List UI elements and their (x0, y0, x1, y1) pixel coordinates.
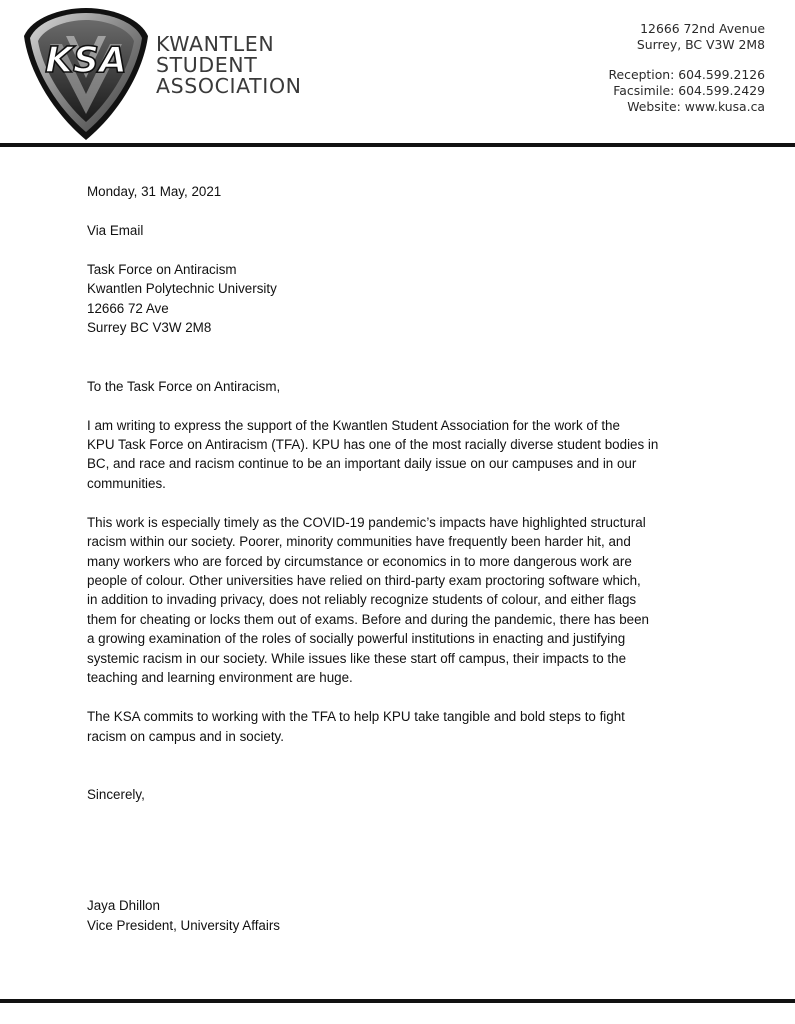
letter-body (87, 182, 712, 935)
paragraph-1 (87, 416, 712, 494)
paragraph-line: The KSA commits to working with the TFA to help KPU take tangible and bold steps to fight (87, 709, 625, 725)
paragraph-line: teaching and learning environment are huge. (87, 670, 353, 686)
ksa-logo (20, 6, 152, 142)
signer-name: Jaya Dhillon (87, 898, 160, 914)
delivery-method: Via Email (87, 223, 144, 238)
recipient-line: Task Force on Antiracism (87, 262, 237, 277)
paragraph-line: This work is especially timely as the COVID-19 pandemic’s impacts have highlighted structural (87, 514, 646, 530)
paragraph-line: in addition to invading privacy, does not reliably recognize students of colour, and either flags (87, 592, 637, 608)
org-name-line: STUDENT (156, 53, 258, 77)
paragraph-line: systemic racism in our society. While issues like these start off campus, their impacts to the (87, 650, 627, 666)
website: Website: www.kusa.ca (627, 99, 765, 114)
paragraph-line: racism within our society. Poorer, minority communities have frequently been harder hit, and (87, 534, 631, 550)
signer-title: Vice President, University Affairs (87, 917, 281, 933)
org-name-line: ASSOCIATION (156, 74, 302, 98)
org-name-line: KWANTLEN (156, 32, 275, 56)
paragraph-line: communities. (87, 475, 166, 491)
closing: Sincerely, (87, 786, 145, 802)
organization-name (156, 34, 302, 97)
paragraph-line: racism on campus and in society. (87, 728, 284, 744)
footer-divider (0, 999, 795, 1003)
recipient-address (87, 260, 712, 338)
salutation: To the Task Force on Antiracism, (87, 378, 281, 394)
address-line: Surrey, BC V3W 2M8 (636, 37, 765, 52)
recipient-line: Kwantlen Polytechnic University (87, 281, 277, 297)
paragraph-line: them for cheating or locks them out of exams. Before and during the pandemic, there has been (87, 611, 649, 627)
paragraph-line: BC, and race and racism continue to be an important daily issue on our campuses and in our (87, 456, 637, 472)
paragraph-line: many workers who are forced by circumstance or economics in to more dangerous work are (87, 553, 632, 569)
header-divider (0, 143, 795, 147)
address-line: 12666 72nd Avenue (640, 21, 765, 36)
reception-phone: Reception: 604.599.2126 (608, 67, 765, 82)
paragraph-3 (87, 707, 712, 746)
paragraph-line: KPU Task Force on Antiracism (TFA). KPU has one of the most racially diverse student bodies in (87, 437, 659, 453)
paragraph-2 (87, 513, 712, 688)
paragraph-line: people of colour. Other universities have relied on third-party exam proctoring software which, (87, 573, 641, 589)
logo-lettering: KSA (45, 40, 127, 81)
recipient-line: Surrey BC V3W 2M8 (87, 320, 212, 336)
contact-block (608, 21, 765, 115)
paragraph-line: a growing examination of the roles of socially powerful institutions in enacting and justifying (87, 631, 626, 647)
letter-date: Monday, 31 May, 2021 (87, 184, 222, 199)
paragraph-line: I am writing to express the support of the Kwantlen Student Association for the work of the (87, 417, 620, 433)
signature-block (87, 896, 712, 935)
facsimile-number: Facsimile: 604.599.2429 (613, 83, 765, 98)
recipient-line: 12666 72 Ave (87, 300, 169, 316)
